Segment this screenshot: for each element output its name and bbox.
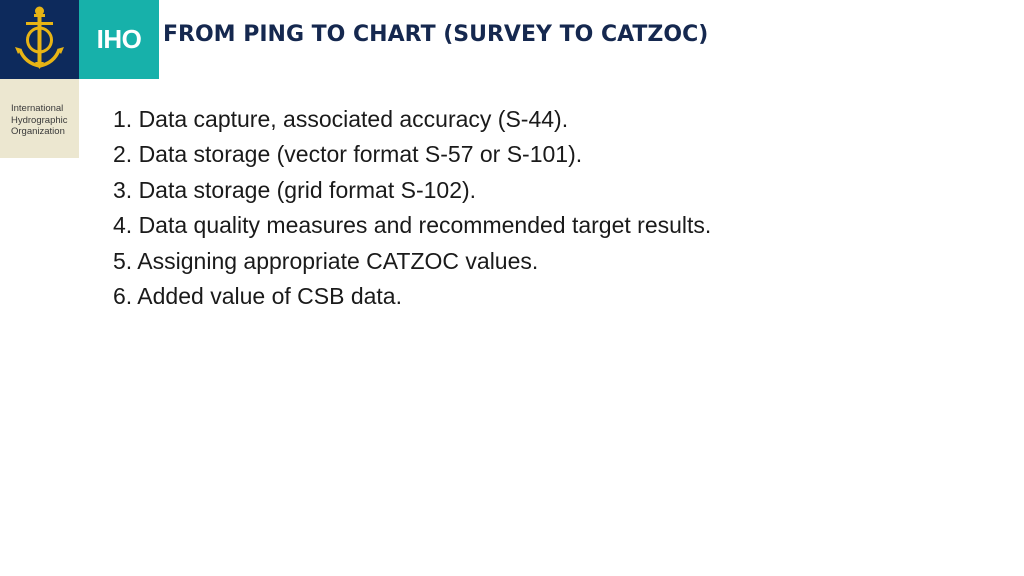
slide-title: FROM PING TO CHART (SURVEY TO CATZOC) xyxy=(163,22,709,47)
organization-panel xyxy=(0,79,79,158)
iho-emblem xyxy=(0,0,79,79)
list-item: 5. Assigning appropriate CATZOC values. xyxy=(113,247,539,274)
org-name-line: Organization xyxy=(11,126,65,137)
list-item: 6. Added value of CSB data. xyxy=(113,283,402,310)
org-name-line: Hydrographic xyxy=(11,114,68,126)
list-item: 3. Data storage (grid format S-102). xyxy=(113,176,477,203)
list-item: 4. Data quality measures and recommended target results. xyxy=(113,212,712,239)
list-item: 2. Data storage (vector format S-57 or S-101). xyxy=(113,141,583,168)
anchor-crest-icon xyxy=(0,0,79,79)
list-item: 1. Data capture, associated accuracy (S-44). xyxy=(113,106,569,132)
agenda-list xyxy=(113,102,711,314)
organization-name xyxy=(11,103,77,138)
iho-acronym: IHO xyxy=(79,0,159,79)
org-name-line: International xyxy=(11,103,64,114)
